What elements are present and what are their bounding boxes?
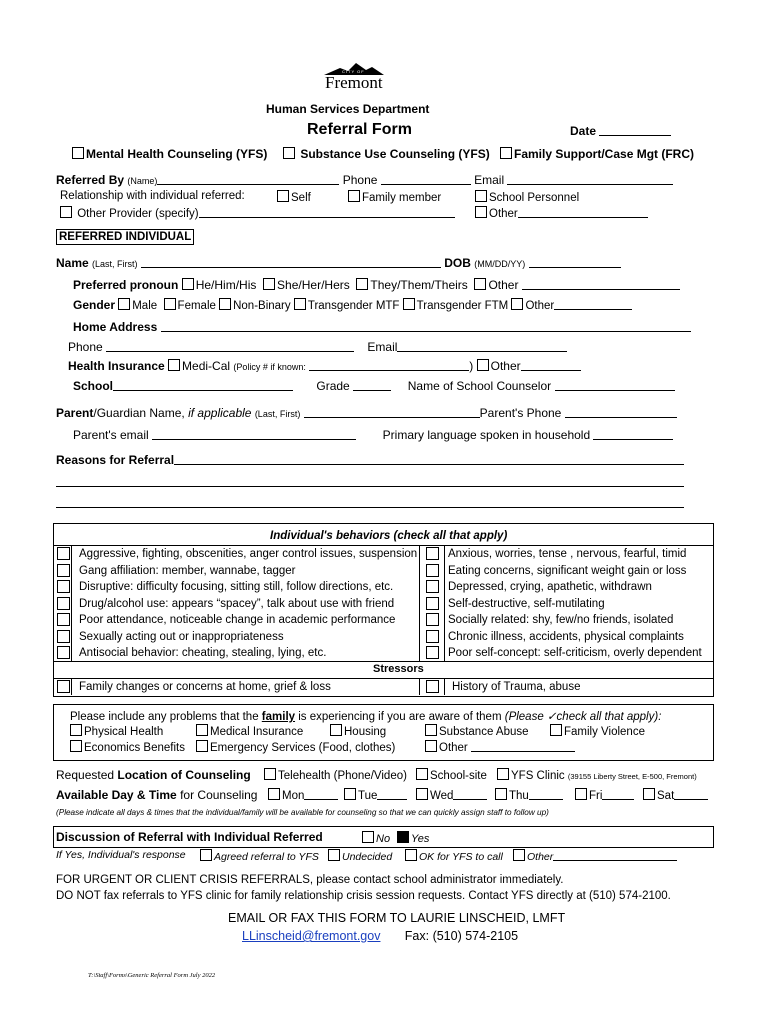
relationship-other[interactable] <box>475 206 648 220</box>
individual-phone-email-row[interactable] <box>68 340 567 354</box>
parent-name-label: /Guardian Name, <box>93 406 185 420</box>
checkbox-icon[interactable] <box>495 788 507 800</box>
family-item-label: Housing <box>344 726 387 738</box>
option-label: Self <box>291 192 311 204</box>
pronoun-option: He/Him/His <box>195 278 257 292</box>
day-option[interactable] <box>344 788 407 802</box>
behavior-left-item: Disruptive: difficulty focusing, sitting still, follow directions, etc. <box>79 581 394 593</box>
gender-option: Other <box>525 300 555 312</box>
yes-label: Yes <box>411 833 430 845</box>
behavior-checkbox[interactable] <box>57 547 70 563</box>
checkbox-icon[interactable] <box>575 788 587 800</box>
behavior-left-item: Gang affiliation: member, wannabe, tagger <box>79 564 296 577</box>
behavior-checkbox[interactable] <box>57 580 70 596</box>
behavior-checkbox[interactable] <box>57 564 70 580</box>
checkbox-icon[interactable] <box>57 564 70 577</box>
checkbox-icon[interactable] <box>475 190 487 202</box>
gender-option: Transgender FTM <box>416 300 509 312</box>
email-label: Email <box>367 340 398 354</box>
checkbox-icon[interactable] <box>330 724 342 736</box>
referred-by-label: Referred By <box>56 173 125 187</box>
checkbox-icon[interactable] <box>57 630 70 643</box>
response-option-label: Undecided <box>342 851 393 863</box>
option-label: Substance Use Counseling (YFS) <box>300 147 490 161</box>
family-item[interactable] <box>330 724 386 738</box>
checkbox-icon[interactable] <box>405 849 417 861</box>
phone-label: Phone <box>68 340 103 354</box>
family-item[interactable] <box>70 740 185 754</box>
checkbox-icon[interactable] <box>263 278 275 290</box>
behavior-checkbox[interactable] <box>57 630 70 646</box>
name-label: Name <box>56 256 89 270</box>
no-label: No <box>376 833 391 845</box>
name-hint: (Last, First) <box>92 259 138 269</box>
behavior-checkbox[interactable] <box>426 613 439 629</box>
pronoun-row[interactable] <box>73 278 680 292</box>
school-row[interactable] <box>73 379 675 393</box>
fax-number: Fax: (510) 574-2105 <box>404 929 519 943</box>
checkbox-icon[interactable] <box>511 298 523 310</box>
family-intro-b: is experiencing if you are aware of them <box>298 711 502 723</box>
discussion-yes[interactable] <box>397 831 429 845</box>
discussion-label: Discussion of Referral with Individual Referred <box>56 830 323 844</box>
checkbox-icon[interactable] <box>196 724 208 736</box>
checkbox-icon[interactable] <box>426 630 439 643</box>
day-label: Sat <box>657 790 675 802</box>
checkbox-icon[interactable] <box>416 768 428 780</box>
location-option: School-site <box>430 770 487 782</box>
checkbox-icon[interactable] <box>72 147 84 159</box>
behavior-left-item: Drug/alcohol use: appears “spacey”, talk about use with friend <box>79 597 395 610</box>
checkbox-icon[interactable] <box>362 831 374 843</box>
day-suffix: for Counseling <box>180 788 258 802</box>
checkbox-icon[interactable] <box>500 147 512 159</box>
availability-row[interactable] <box>56 788 257 802</box>
checkbox-icon[interactable] <box>550 724 562 736</box>
gender-option: Male <box>132 300 158 312</box>
option-label: School Personnel <box>489 192 580 204</box>
home-address-row[interactable] <box>73 320 691 334</box>
behavior-left-item: Antisocial behavior: cheating, stealing, lying, etc. <box>79 647 327 659</box>
parent-email-label: Parent's email <box>73 428 149 442</box>
behavior-checkbox[interactable] <box>57 680 70 696</box>
city-logo <box>322 62 386 90</box>
family-intro-family: family <box>261 711 296 723</box>
checkbox-icon[interactable] <box>356 278 368 290</box>
checkbox-icon[interactable] <box>264 768 276 780</box>
fax-note: DO NOT fax referrals to YFS clinic for family relationship crisis session requests. Contact YFS directly at (510) 574-2100. <box>56 890 671 902</box>
family-intro-note: (Please ✓check all that apply): <box>504 711 662 723</box>
checkbox-icon[interactable] <box>57 680 70 693</box>
family-item-label: Family Violence <box>564 726 645 738</box>
checkbox-icon[interactable] <box>426 613 439 626</box>
family-item-label: Medical Insurance <box>210 726 304 738</box>
checkbox-icon[interactable] <box>57 646 70 659</box>
pronoun-option: She/Her/Hers <box>277 278 350 292</box>
family-item[interactable] <box>196 740 395 754</box>
checkbox-icon[interactable] <box>416 788 428 800</box>
behavior-checkbox[interactable] <box>57 646 70 662</box>
behavior-checkbox[interactable] <box>426 680 439 696</box>
service-option-family-support[interactable] <box>500 147 694 161</box>
dob-hint: (MM/DD/YY) <box>474 259 526 269</box>
relationship-self[interactable] <box>277 190 311 204</box>
checkbox-icon[interactable] <box>497 768 509 780</box>
location-option-clinic[interactable] <box>497 768 697 782</box>
location-option-telehealth[interactable] <box>264 768 407 782</box>
behavior-right-item: Eating concerns, significant weight gain or loss <box>448 564 687 577</box>
family-item-label: Substance Abuse <box>439 726 529 738</box>
relationship-family[interactable] <box>348 190 441 204</box>
checkbox-icon[interactable] <box>348 190 360 202</box>
grade-label: Grade <box>316 379 350 393</box>
checkbox-icon[interactable] <box>426 580 439 593</box>
form-title: Referral Form <box>307 121 412 138</box>
checkbox-icon[interactable] <box>164 298 176 310</box>
parent-phone-label: Parent's Phone <box>479 406 562 420</box>
response-option-label: Agreed referral to YFS <box>214 851 319 863</box>
address-label: Home Address <box>73 320 158 334</box>
date-label: Date <box>570 124 597 138</box>
behavior-right-item: Socially related: shy, few/no friends, isolated <box>448 614 674 626</box>
location-option: YFS Clinic <box>511 770 565 782</box>
individual-name-row[interactable] <box>56 256 621 270</box>
send-to: EMAIL OR FAX THIS FORM TO LAURIE LINSCHEID, LMFT <box>228 911 566 925</box>
checkbox-icon[interactable] <box>513 849 525 861</box>
phone-label: Phone <box>342 173 378 187</box>
email-link[interactable]: LLinscheid@fremont.gov <box>242 929 381 943</box>
family-item[interactable] <box>425 740 575 754</box>
option-label: Other <box>489 208 518 220</box>
option-label: Other Provider (specify) <box>77 208 199 220</box>
clinic-address: (39155 Liberty Street, E-500, Fremont) <box>567 772 697 781</box>
behavior-checkbox[interactable] <box>57 597 70 613</box>
checkbox-icon[interactable] <box>294 298 306 310</box>
checkbox-icon[interactable] <box>477 359 489 371</box>
file-path: T:\Staff\Forms\Generic Referral Form July 2022 <box>88 972 216 979</box>
checkbox-icon[interactable] <box>426 646 439 659</box>
location-prefix: Requested <box>56 768 115 782</box>
behavior-right-item: Anxious, worries, tense , nervous, fearful, timid <box>448 548 687 560</box>
day-label: Thu <box>509 790 529 802</box>
behavior-left-item: Poor attendance, noticeable change in academic performance <box>79 614 396 626</box>
counselor-label: Name of School Counselor <box>407 379 552 393</box>
behaviors-title: Individual's behaviors (check all that apply) <box>270 530 508 542</box>
checkbox-icon[interactable] <box>283 147 295 159</box>
pronoun-option: They/Them/Theirs <box>370 278 468 292</box>
checkbox-icon[interactable] <box>474 278 486 290</box>
gender-option: Female <box>177 300 216 312</box>
family-item[interactable] <box>70 724 163 738</box>
insurance-option: Medi-Cal <box>182 359 231 373</box>
other-provider[interactable] <box>60 206 455 220</box>
behavior-checkbox[interactable] <box>426 564 439 580</box>
reasons-label: Reasons for Referral <box>56 453 175 467</box>
reasons-row[interactable] <box>56 453 684 467</box>
checkbox-icon[interactable] <box>200 849 212 861</box>
day-label: Fri <box>589 790 603 802</box>
family-item-label: Other <box>439 742 468 754</box>
checkbox-icon[interactable] <box>425 724 437 736</box>
pronoun-option: Other <box>488 278 519 292</box>
checkbox-icon[interactable] <box>196 740 208 752</box>
response-option[interactable] <box>328 849 392 863</box>
checkbox-icon[interactable] <box>168 359 180 371</box>
option-label: Family Support/Case Mgt (FRC) <box>514 147 695 161</box>
behavior-checkbox[interactable] <box>426 580 439 596</box>
checkbox-icon[interactable] <box>57 580 70 593</box>
checkbox-icon[interactable] <box>425 740 437 752</box>
day-option[interactable] <box>268 788 338 802</box>
family-item-label: Economics Benefits <box>84 742 185 754</box>
checkbox-icon[interactable] <box>426 547 439 560</box>
checkbox-icon[interactable] <box>219 298 231 310</box>
location-row[interactable] <box>56 768 251 782</box>
checkbox-icon[interactable] <box>118 298 130 310</box>
parent-name-row[interactable] <box>56 406 677 420</box>
name-hint: (Last, First) <box>254 409 301 419</box>
insurance-label: Health Insurance <box>68 359 165 373</box>
checkbox-icon[interactable] <box>328 849 340 861</box>
behavior-right-item: Poor self-concept: self-criticism, overly dependent <box>448 647 702 659</box>
stressor-left: Family changes or concerns at home, grief & loss <box>79 681 331 693</box>
pronoun-label: Preferred pronoun <box>73 278 179 292</box>
checkbox-icon[interactable] <box>426 597 439 610</box>
location-label: Location of Counseling <box>117 768 251 782</box>
response-label: If Yes, Individual's response <box>56 849 186 861</box>
family-item[interactable] <box>425 724 529 738</box>
family-intro-a: Please include any problems that the <box>70 711 259 723</box>
checkbox-icon[interactable] <box>70 740 82 752</box>
family-item[interactable] <box>196 724 303 738</box>
gender-row[interactable] <box>73 298 632 312</box>
behavior-checkbox[interactable] <box>426 646 439 662</box>
behavior-right-item: Depressed, crying, apathetic, withdrawn <box>448 581 652 593</box>
location-option: Telehealth (Phone/Video) <box>278 770 407 782</box>
day-label: Tue <box>358 790 378 802</box>
section-title-referred-individual: REFERRED INDIVIDUAL <box>56 229 194 245</box>
email-label: Email <box>474 173 505 187</box>
family-intro <box>70 709 661 723</box>
stressor-right: History of Trauma, abuse <box>452 681 581 693</box>
checkbox-icon[interactable] <box>70 724 82 736</box>
gender-option: Transgender MTF <box>307 300 400 312</box>
insurance-option: Other <box>490 359 521 373</box>
checkbox-icon[interactable] <box>426 680 439 693</box>
day-option[interactable] <box>495 788 563 802</box>
relationship-label: Relationship with individual referred: <box>60 190 245 202</box>
family-item[interactable] <box>550 724 645 738</box>
referred-by-row[interactable] <box>56 173 673 187</box>
availability-note: (Please indicate all days & times that the individual/family will be available for counseling so that we can quickly assign staff to follow up) <box>56 808 549 817</box>
checkbox-icon[interactable] <box>57 597 70 610</box>
name-hint: (Name) <box>127 176 158 186</box>
response-option-label: Other <box>527 851 554 863</box>
language-label: Primary language spoken in household <box>382 428 591 442</box>
day-label: Mon <box>282 790 305 802</box>
behavior-left-item: Sexually acting out or inappropriateness <box>79 630 284 643</box>
discussion-no[interactable] <box>362 831 390 845</box>
day-option[interactable] <box>643 788 708 802</box>
day-option[interactable] <box>575 788 634 802</box>
dob-label: DOB <box>444 256 471 270</box>
family-item-label: Physical Health <box>84 726 164 738</box>
logo-city-text: CITY OF <box>342 69 365 74</box>
policy-hint: (Policy # if known: <box>233 362 306 372</box>
reasons-line[interactable] <box>56 507 684 508</box>
checkbox-icon[interactable] <box>403 298 415 310</box>
day-label: Available Day & Time <box>56 788 177 802</box>
checkbox-icon[interactable] <box>475 206 487 218</box>
gender-label: Gender <box>73 298 116 312</box>
gender-option: Non-Binary <box>233 300 291 312</box>
checkbox-icon[interactable] <box>182 278 194 290</box>
response-option-label: OK for YFS to call <box>419 851 503 863</box>
checkbox-icon[interactable] <box>277 190 289 202</box>
behavior-checkbox[interactable] <box>57 613 70 629</box>
behavior-left-item: Aggressive, fighting, obscenities, anger control issues, suspension <box>79 548 418 560</box>
behavior-checkbox[interactable] <box>426 547 439 563</box>
option-label: Mental Health Counseling (YFS) <box>86 147 268 161</box>
reasons-line[interactable] <box>56 486 684 487</box>
service-option-mental-health[interactable] <box>72 147 267 161</box>
urgent-note: FOR URGENT OR CLIENT CRISIS REFERRALS, please contact school administrator immediately. <box>56 874 564 886</box>
location-option-school[interactable] <box>416 768 487 782</box>
stressors-title: Stressors <box>373 663 424 675</box>
option-label: Family member <box>362 192 442 204</box>
insurance-row[interactable] <box>68 359 581 373</box>
checkbox-icon[interactable] <box>57 613 70 626</box>
date-field[interactable] <box>570 124 671 138</box>
day-option[interactable] <box>416 788 487 802</box>
behavior-right-item: Self-destructive, self-mutilating <box>448 597 605 610</box>
checkbox-icon[interactable] <box>643 788 655 800</box>
relationship-school[interactable] <box>475 190 579 204</box>
if-applicable: if applicable <box>188 406 252 420</box>
department-name: Human Services Department <box>266 102 430 116</box>
parent-email-row[interactable] <box>73 428 673 442</box>
checkbox-icon[interactable] <box>57 547 70 560</box>
family-item-label: Emergency Services (Food, clothes) <box>210 742 396 754</box>
behavior-checkbox[interactable] <box>426 630 439 646</box>
day-label: Wed <box>430 790 454 802</box>
service-option-substance-use[interactable] <box>283 147 490 161</box>
behavior-right-item: Chronic illness, accidents, physical complaints <box>448 630 684 643</box>
response-option[interactable] <box>405 849 503 863</box>
logo-name: Fremont <box>325 73 383 92</box>
policy-close: ) <box>469 359 474 373</box>
school-label: School <box>73 379 114 393</box>
checkbox-icon[interactable] <box>60 206 72 218</box>
checkbox-icon[interactable] <box>268 788 280 800</box>
contact-row <box>242 929 518 943</box>
parent-prefix: Parent <box>56 406 94 420</box>
checkbox-icon[interactable] <box>426 564 439 577</box>
response-option[interactable] <box>200 849 319 863</box>
response-option[interactable] <box>513 849 677 863</box>
checkbox-icon[interactable] <box>397 831 409 843</box>
behavior-checkbox[interactable] <box>426 597 439 613</box>
checkbox-icon[interactable] <box>344 788 356 800</box>
